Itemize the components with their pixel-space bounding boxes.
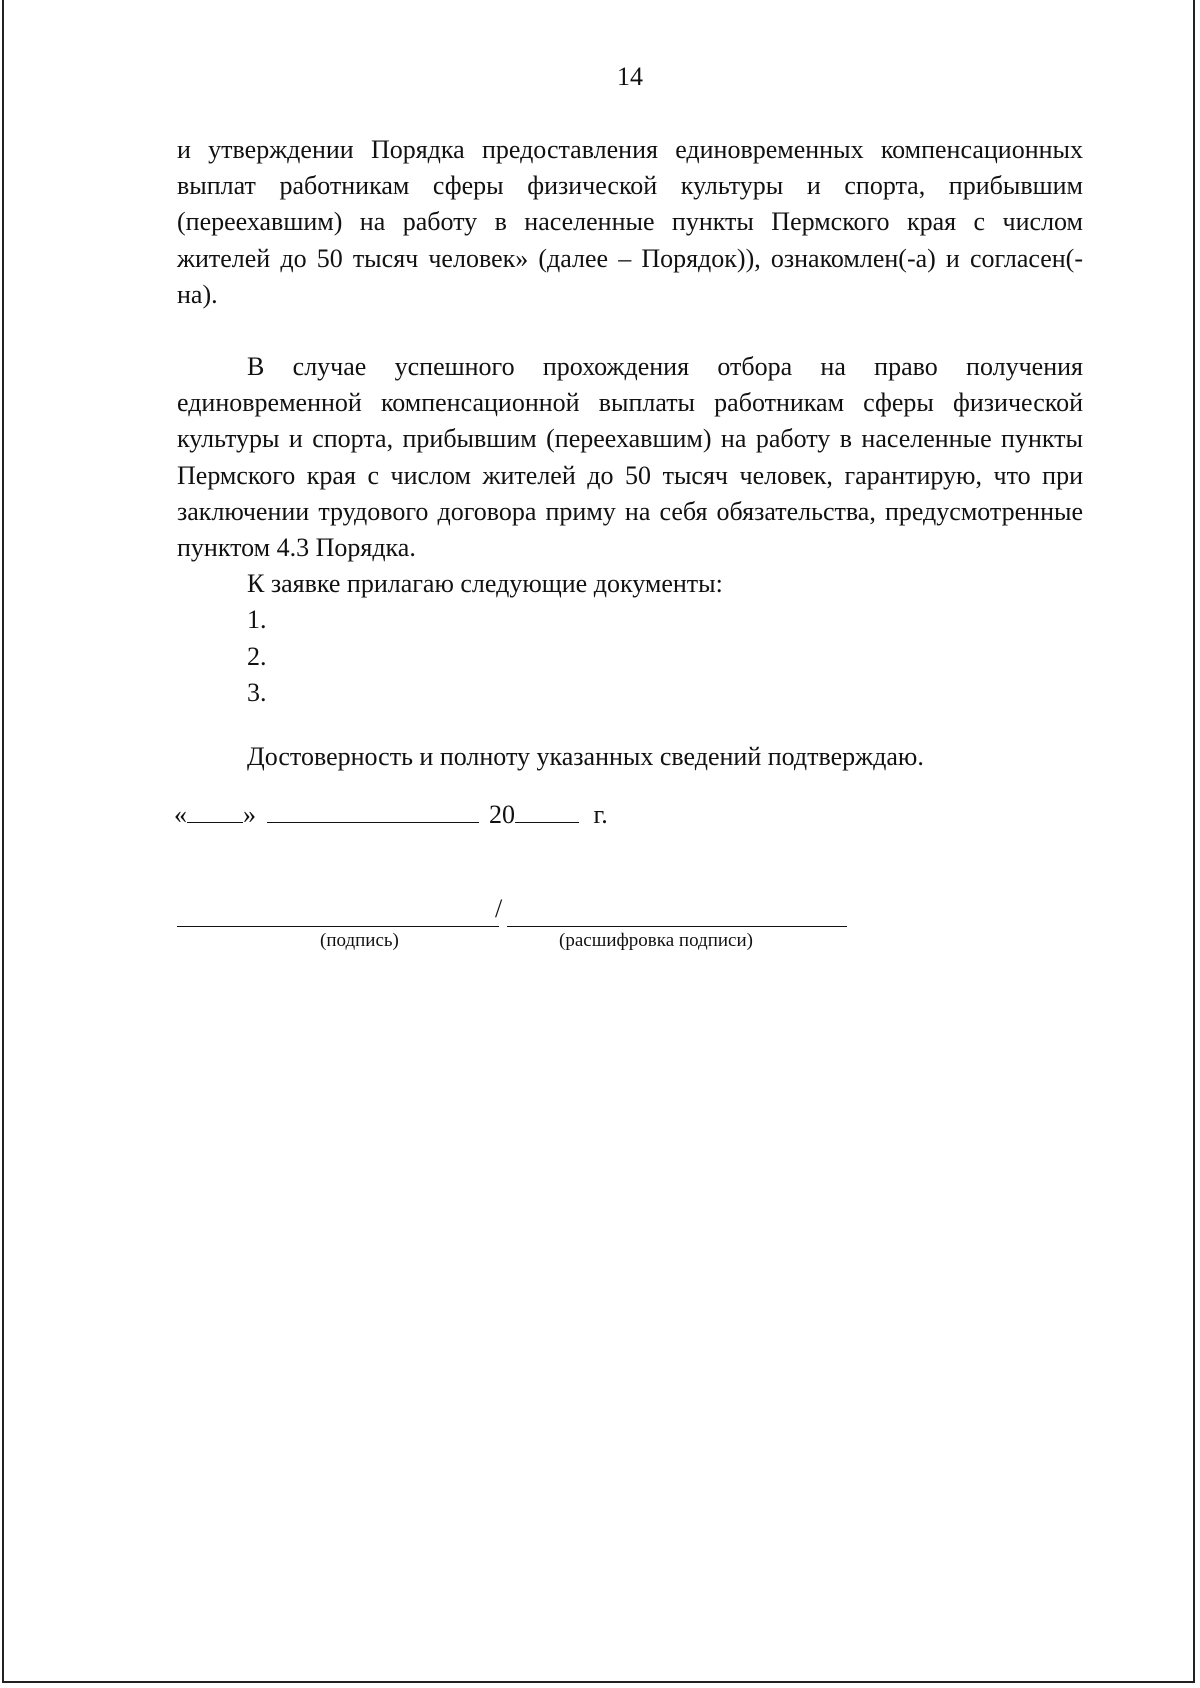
date-line: [174, 800, 608, 830]
signature-decode-caption: (расшифровка подписи): [559, 930, 753, 951]
attachments-intro: К заявке прилагаю следующие документы:: [247, 569, 723, 599]
year-prefix: 20: [489, 800, 515, 829]
year-suffix: г.: [593, 800, 608, 829]
attachment-item: 3.: [247, 677, 267, 707]
paragraph-guarantee: В случае успешного прохождения отбора на право получения единовременной компенсационной выплаты работникам сферы физической культуры и спорта, прибывшим (переехавшим) на работу в населенные пункты Пермского края с числом жителей до 50 тысяч человек, гарантирую, что при заключении трудового договора приму на себя обязательства, предусмотренные пунктом 4.3 Порядка.: [177, 352, 1083, 563]
attachment-item: 1.: [247, 605, 267, 635]
signature-block: [177, 894, 847, 954]
attachment-item: 2.: [247, 641, 267, 671]
signature-field[interactable]: [177, 926, 499, 927]
document-body: [177, 132, 1083, 775]
day-blank[interactable]: [187, 800, 243, 823]
date-open-quote: «: [174, 800, 187, 829]
signature-caption: (подпись): [320, 930, 399, 951]
confirmation-statement: Достоверность и полноту указанных сведений подтверждаю.: [247, 742, 924, 772]
page-number: 14: [617, 62, 643, 91]
signature-separator: /: [495, 894, 503, 923]
date-close-quote: »: [243, 800, 256, 829]
attachments-list: [177, 602, 1083, 711]
signature-decode-field[interactable]: [507, 926, 847, 927]
month-blank[interactable]: [267, 800, 479, 823]
paragraph-continuation: и утверждении Порядка предоставления единовременных компенсационных выплат работникам сферы физической культуры и спорта, прибывшим (переехавшим) на работу в населенные пункты Пермского края с числом жителей до 50 тысяч человек» (далее – Порядок)), ознакомлен(-а) и согласен(-на).: [177, 135, 1083, 309]
year-blank[interactable]: [515, 800, 579, 823]
